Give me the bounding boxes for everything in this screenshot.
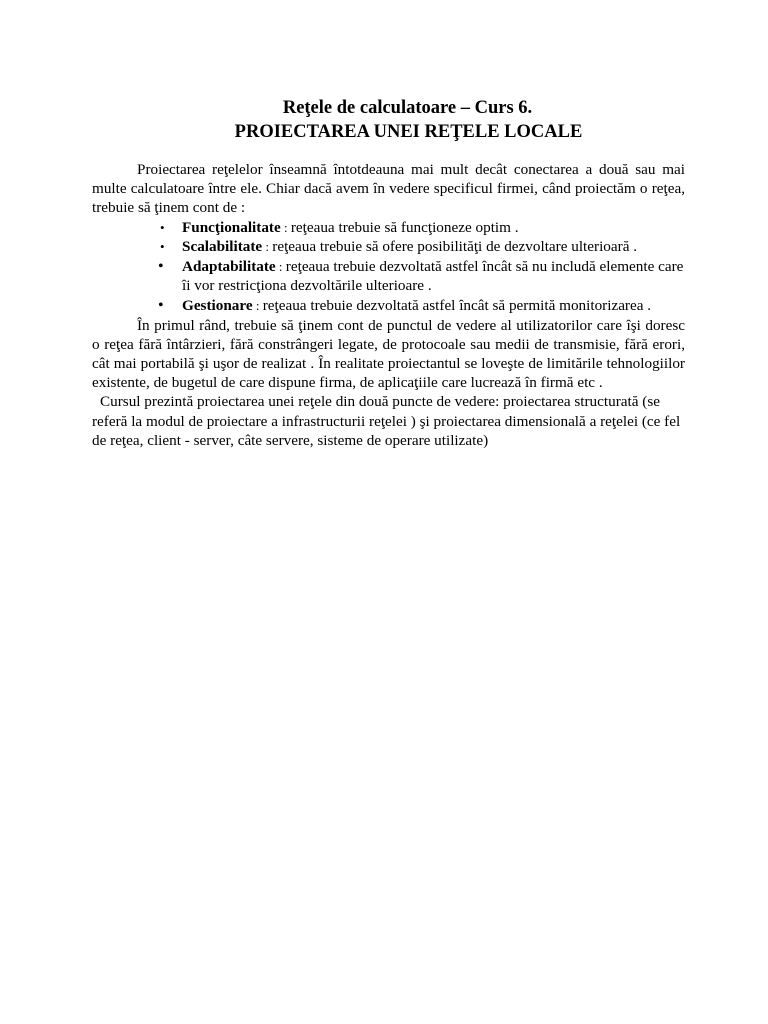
list-item-term: Adaptabilitate	[182, 258, 276, 276]
list-item	[158, 257, 685, 295]
list-item-text: reţeaua trebuie dezvoltată astfel încât să permită monitorizarea .	[262, 297, 652, 315]
list-item	[160, 237, 685, 256]
requirements-list	[92, 218, 685, 316]
list-item-text: reţeaua trebuie dezvoltată astfel încât să nu includă elemente care îi vor restricţiona dezvoltările ulterioare .	[182, 258, 684, 295]
list-item-text: reţeaua trebuie să ofere posibilităţi de dezvoltare ulterioară .	[272, 237, 638, 255]
list-item-separator: :	[252, 298, 263, 314]
list-item-separator: :	[280, 219, 291, 235]
list-item-separator: :	[262, 238, 273, 254]
intro-paragraph: Proiectarea reţelelor înseamnă întotdeauna mai mult decât conectarea a două sau mai multe calculatoare între ele. Chiar dacă avem în vedere specificul firmei, când proiectăm o reţea, trebuie să ţinem cont de :	[92, 161, 685, 217]
bullet-icon: •	[160, 238, 165, 254]
document-subtitle: PROIECTAREA UNEI REŢELE LOCALE	[234, 122, 583, 142]
users-paragraph: În primul rând, trebuie să ţinem cont de punctul de vedere al utilizatorilor care îşi doresc o reţea fără întârzieri, fără constrângeri legate, de protocoale sau medii de transmisie, fără erori, cât mai portabilă şi uşor de realizat . În realitate proiectantul se loveşte de limitările tehnologiilor existente, de bugetul de care dispune firma, de aplicaţiile care lucrează în firmă etc .	[92, 316, 685, 392]
list-item-separator: :	[275, 259, 286, 275]
bullet-icon: •	[160, 219, 165, 235]
document-body	[92, 160, 685, 450]
list-item-term: Funcţionalitate	[182, 218, 281, 236]
list-item-term: Gestionare	[182, 297, 253, 315]
list-item	[158, 296, 685, 315]
course-paragraph: Cursul prezintă proiectarea unei reţele din două puncte de vedere: proiectarea structurată (se referă la modul de proiectare a infrastructurii reţelei ) şi proiectarea dimensională a reţelei (ce fel de reţea, client - server, câte servere, sisteme de operare utilizate)	[92, 393, 681, 449]
list-item-text: reţeaua trebuie să funcţioneze optim .	[290, 218, 519, 236]
list-item-term: Scalabilitate	[182, 237, 263, 255]
bullet-icon: •	[158, 297, 164, 315]
document-title: Reţele de calculatoare – Curs 6.	[282, 98, 533, 118]
bullet-icon: •	[158, 258, 164, 276]
list-item	[160, 218, 685, 237]
